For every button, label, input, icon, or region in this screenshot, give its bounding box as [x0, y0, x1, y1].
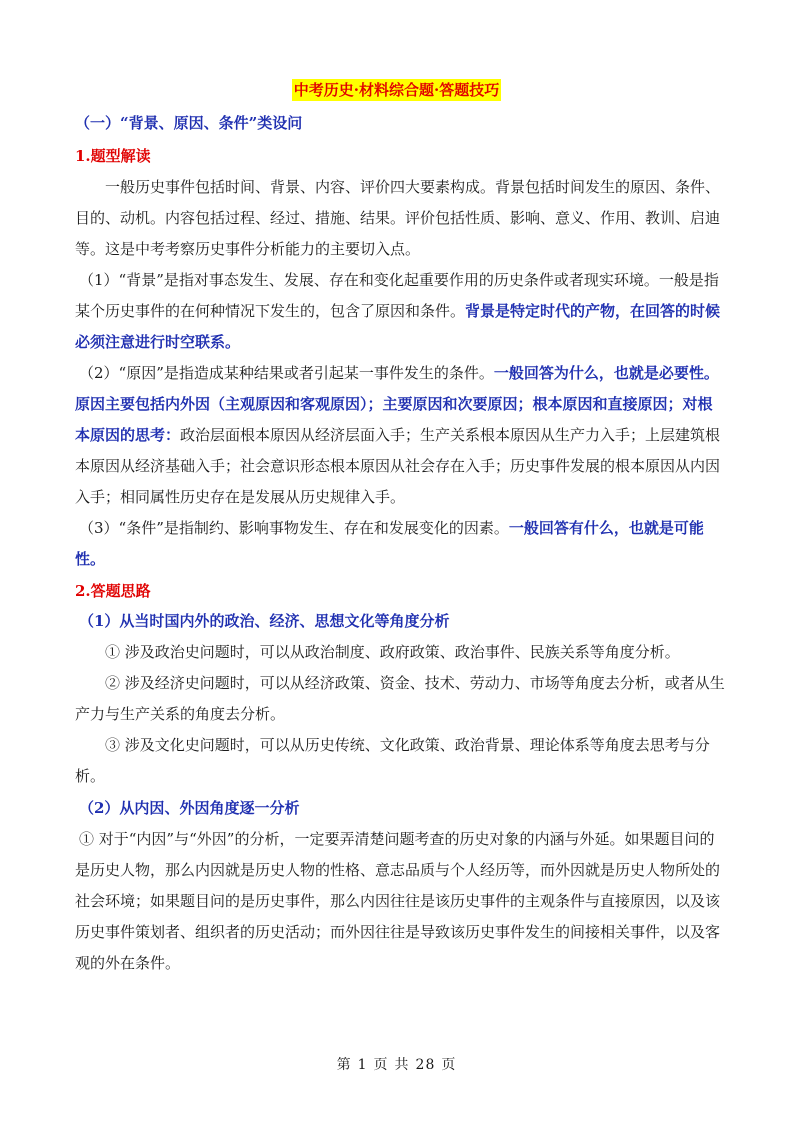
- paragraph-intro: 一般历史事件包括时间、背景、内容、评价四大要素构成。背景包括时间发生的原因、条件、目的、动机。内容包括过程、经过、措施、结果。评价包括性质、影响、意义、作用、教训、启迪等。这是中考考察历史事件分析能力的主要切入点。: [75, 178, 721, 258]
- paragraph-cause: [75, 358, 725, 513]
- condition-emphasis: 一般回答有什么，也就是可能性。: [75, 519, 704, 568]
- approach-item-internal-external: ① 对于“内因”与“外因”的分析，一定要弄清楚问题考查的历史对象的内涵与外延。如果题目问的是历史人物，那么内因就是历史人物的性格、意志品质与个人经历等，而外因就是历史人物所处的社会环境；如果题目问的是历史事件，那么内因往往是该历史事件的主观条件与直接原因，以及该历史事件策划者、组织者的历史活动；而外因往往是导致该历史事件发生的间接相关事件，以及客观的外在条件。: [75, 830, 721, 972]
- background-text: （1）“背景”是指对事态发生、发展、存在和变化起重要作用的历史条件或者现实环境。一般是指某个历史事件的在何种情况下发生的，包含了原因和条件。: [75, 271, 719, 320]
- footer-word-di: 第: [336, 1057, 352, 1073]
- title-container: [0, 79, 793, 101]
- footer-word-ye-2: 页: [441, 1057, 457, 1073]
- total-pages-number: 28: [415, 1057, 436, 1073]
- cause-text: （2）“原因”是指造成某种结果或者引起某一事件发生的条件。: [79, 364, 494, 382]
- subheading-question-type: 1.题型解读: [75, 147, 151, 165]
- footer-word-ye: 页: [373, 1057, 389, 1073]
- approach-item-politics: ① 涉及政治史问题时，可以从政治制度、政府政策、政治事件、民族关系等角度分析。: [105, 643, 680, 661]
- cause-tail: 政治层面根本原因从经济层面入手；生产关系根本原因从生产力入手；上层建筑根本原因从经济基础入手；社会意识形态根本原因从社会存在入手；历史事件发展的根本原因从内因入手；相同属性历史存在是发展从历史规律入手。: [75, 426, 721, 506]
- condition-text: （3）“条件”是指制约、影响事物发生、存在和发展变化的因素。: [79, 519, 509, 537]
- document-title: 中考历史·材料综合题·答题技巧: [293, 81, 500, 99]
- cause-emphasis: 一般回答为什么，也就是必要性。原因主要包括内外因（主观原因和客观原因）；主要原因和次要原因；根本原因和直接原因；对根本原因的思考：: [75, 364, 719, 444]
- background-emphasis: 背景是特定时代的产物，在回答的时候必须注意进行时空联系。: [75, 302, 721, 351]
- approach-heading-2: （2）从内因、外因角度逐一分析: [79, 799, 300, 817]
- page-footer: [0, 1055, 793, 1075]
- approach-item-culture: ③ 涉及文化史问题时，可以从历史传统、文化政策、政治背景、理论体系等角度去思考与分析。: [75, 736, 710, 785]
- footer-word-gong: 共: [394, 1057, 410, 1073]
- paragraph-background: [75, 265, 725, 358]
- approach-heading-1: （1）从当时国内外的政治、经济、思想文化等角度分析: [79, 612, 450, 630]
- paragraph-condition: [75, 513, 725, 575]
- current-page-number: 1: [357, 1057, 368, 1073]
- section-heading-1: （一）“背景、原因、条件”类设问: [75, 114, 303, 132]
- approach-item-economy: ② 涉及经济史问题时，可以从经济政策、资金、技术、劳动力、市场等角度去分析，或者从生产力与生产关系的角度去分析。: [75, 674, 725, 723]
- subheading-answer-approach: 2.答题思路: [75, 582, 151, 600]
